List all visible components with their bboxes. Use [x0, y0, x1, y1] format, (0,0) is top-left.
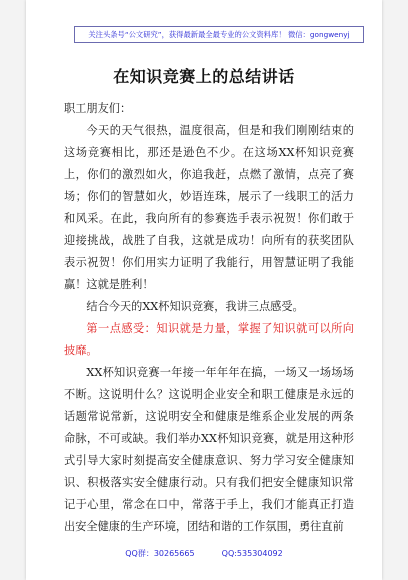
qq-group-text: QQ群：30265665: [125, 549, 195, 558]
document-title: 在知识竞赛上的总结讲话: [113, 67, 295, 86]
document-page: [26, 0, 382, 580]
highlight-heading: 第一点感受：知识就是力量，掌握了知识就可以所向披靡。: [64, 322, 354, 357]
paragraph-3: XX杯知识竞赛一年接一年年年在搞，一场又一场场场不断。这说明什么？这说明企业安全和职工健康是永远的话题常说常新，这说明安全和健康是维系企业发展的两条命脉，不可或缺。我们举办XX杯知识竞赛，就是用这种形式引导大家时刻提高安全健康意识、努力学习安全健康知识、积极落实安全健康行动。只有我们把安全健康知识常记于心里，常念在口中，常落于手上，我们才能真正打造出安全健康的生产环境，团结和谐的工作氛围，勇往直前: [64, 366, 354, 533]
greeting: 职工朋友们：: [64, 102, 132, 115]
promo-banner: 关注头条号“公文研究”，获得最新最全最专业的公文资料库！ 微信：gongwenyj: [74, 26, 364, 43]
paragraph-1: 今天的天气很热，温度很高，但是和我们刚刚结束的这场竞赛相比，那还是逊色不少。在这场XX杯知识竞赛上，你们的激烈如火，你追我赶，点燃了激情，点亮了赛场；你们的智慧如火，妙语连珠，展示了一线职工的活力和风采。在此，我向所有的参赛选手表示祝贺！你们敢于迎接挑战，战胜了自我，这就是成功！向所有的获奖团队表示祝贺！你们用实力证明了我能行，用智慧证明了我能赢！这就是胜利！: [64, 124, 354, 291]
contact-footer: [26, 548, 382, 559]
document-body: [64, 98, 354, 538]
qq-text: QQ:535304092: [221, 549, 283, 558]
paragraph-2: 结合今天的XX杯知识竞赛，我讲三点感受。: [86, 300, 304, 313]
